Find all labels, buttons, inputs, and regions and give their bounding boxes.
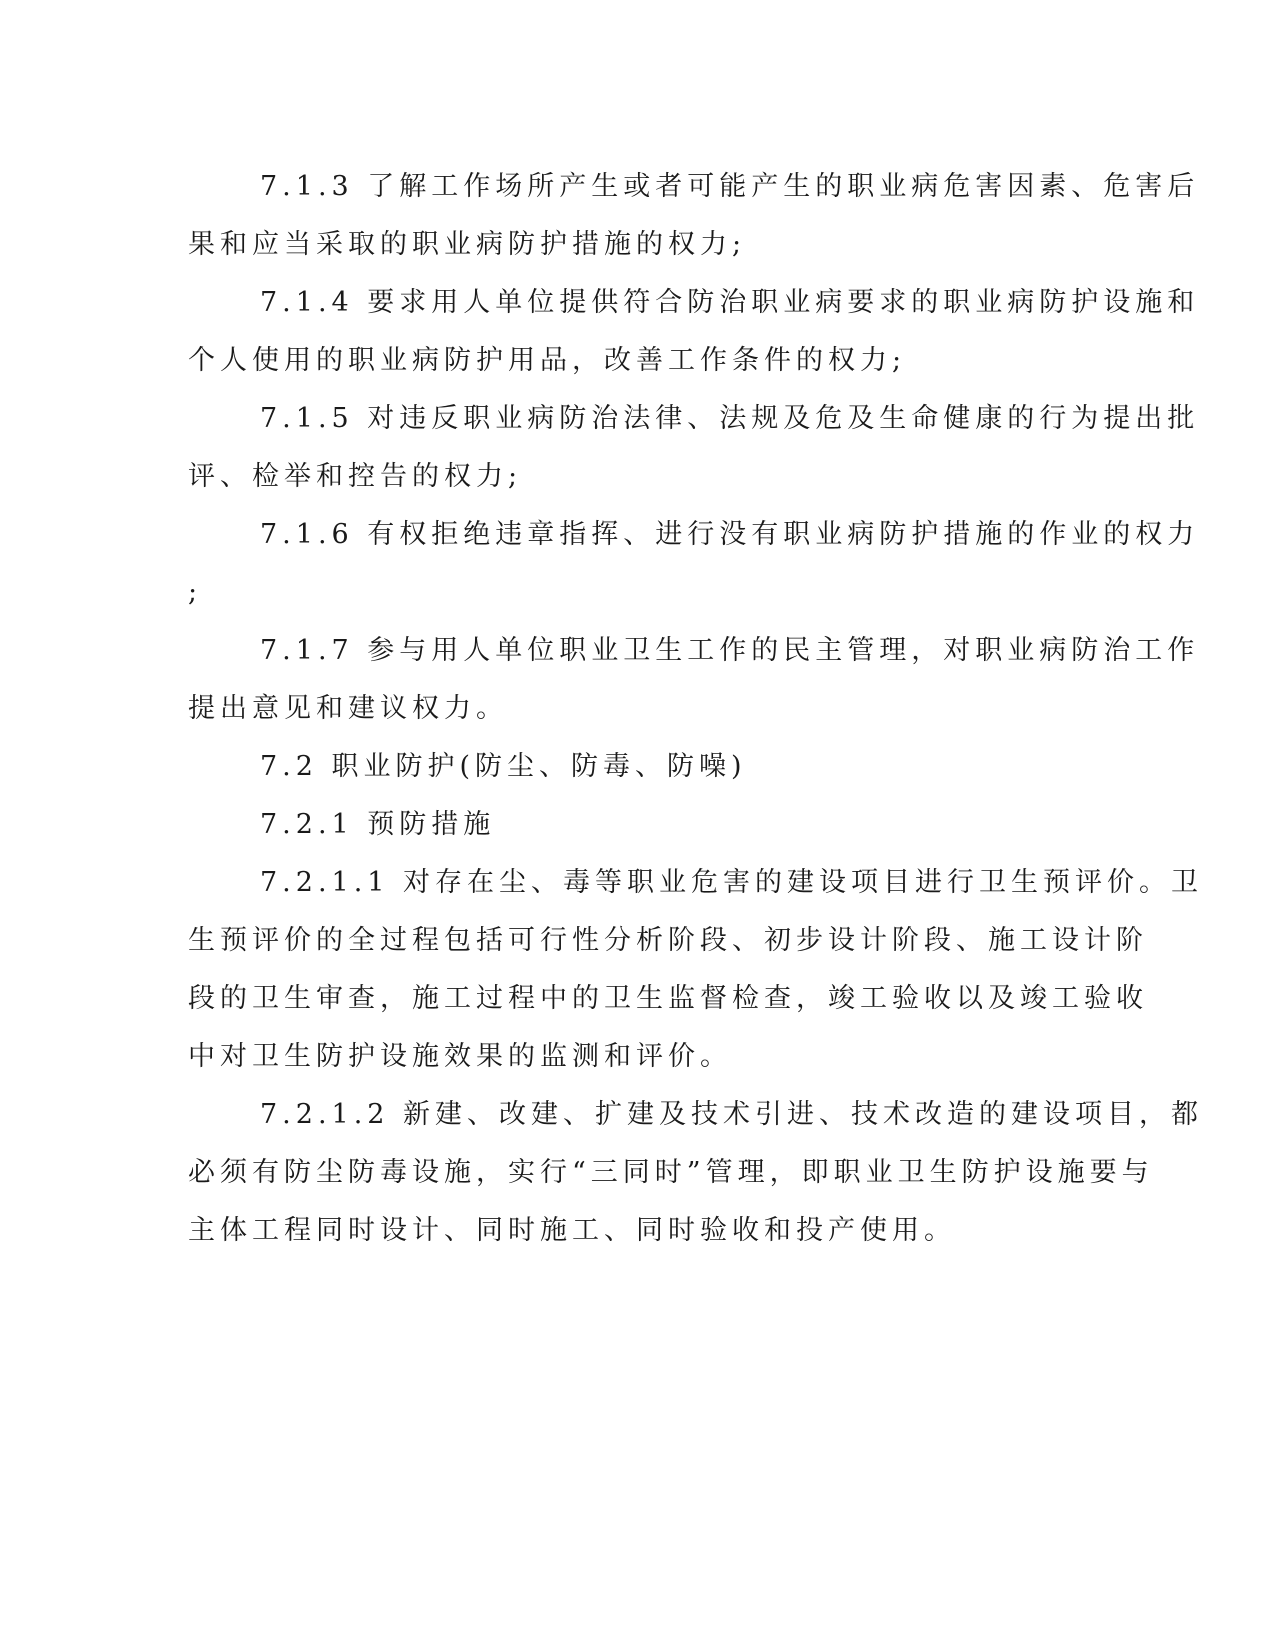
text-line: 7.1.5 对违反职业病防治法律、法规及危及生命健康的行为提出批	[260, 403, 1200, 434]
text-line: 果和应当采取的职业病防护措施的权力;	[188, 229, 747, 260]
subsection-heading: 7.2.1 预防措施	[260, 809, 496, 840]
text-line: 7.1.4 要求用人单位提供符合防治职业病要求的职业病防护设施和	[260, 287, 1200, 318]
text-line: 评、检举和控告的权力;	[188, 461, 523, 492]
text-line: 7.1.7 参与用人单位职业卫生工作的民主管理，对职业病防治工作	[260, 635, 1200, 666]
text-line: 中对卫生防护设施效果的监测和评价。	[188, 1041, 732, 1072]
text-line: 必须有防尘防毒设施，实行“三同时”管理，即职业卫生防护设施要与	[188, 1157, 1154, 1188]
text-line: 个人使用的职业病防护用品，改善工作条件的权力;	[188, 345, 907, 376]
text-line: 生预评价的全过程包括可行性分析阶段、初步设计阶段、施工设计阶	[188, 925, 1148, 956]
text-line: 7.2.1.1 对存在尘、毒等职业危害的建设项目进行卫生预评价。卫	[260, 867, 1204, 898]
section-heading: 7.2 职业防护(防尘、防毒、防噪)	[260, 751, 747, 782]
text-line: 段的卫生审查，施工过程中的卫生监督检查，竣工验收以及竣工验收	[188, 983, 1148, 1014]
text-line: 7.2.1.2 新建、改建、扩建及技术引进、技术改造的建设项目，都	[260, 1099, 1204, 1130]
text-line: 主体工程同时设计、同时施工、同时验收和投产使用。	[188, 1215, 956, 1246]
text-line: 提出意见和建议权力。	[188, 693, 508, 724]
text-line: 7.1.6 有权拒绝违章指挥、进行没有职业病防护措施的作业的权力	[260, 519, 1200, 550]
text-line: ;	[188, 577, 203, 608]
text-line: 7.1.3 了解工作场所产生或者可能产生的职业病危害因素、危害后	[260, 171, 1200, 202]
